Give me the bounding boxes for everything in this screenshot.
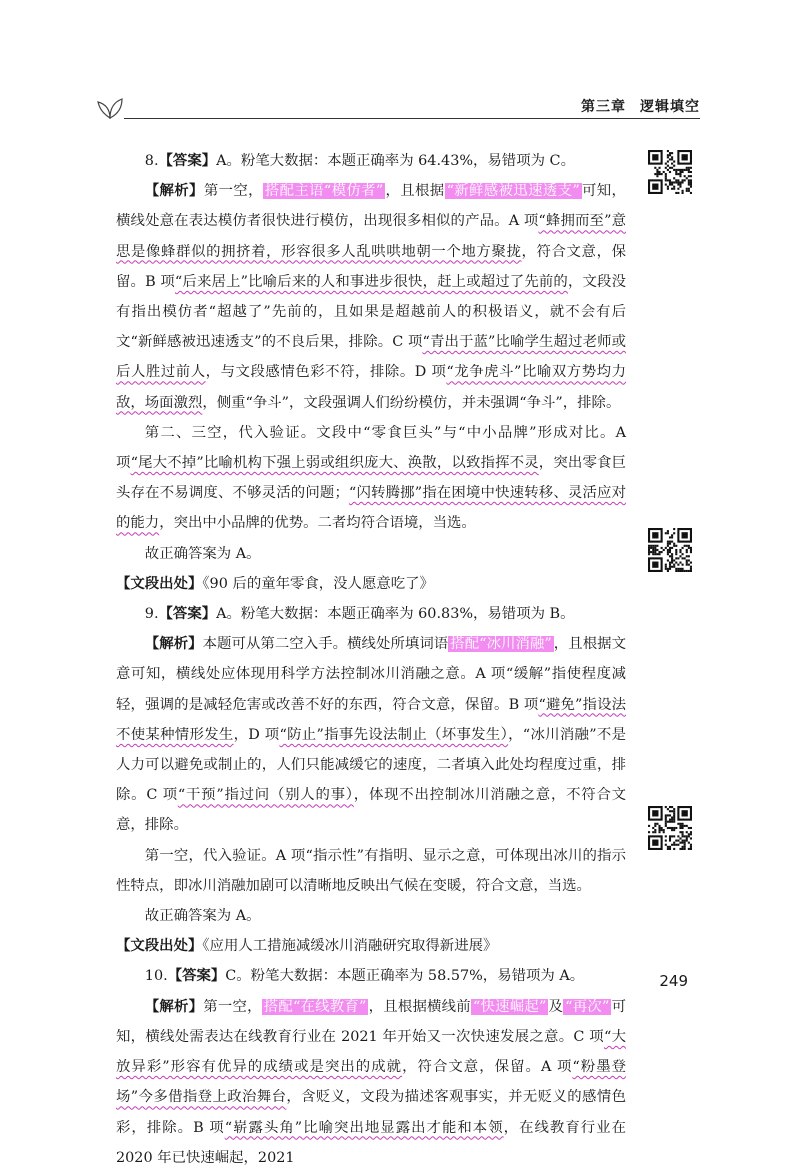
wavy-underline: “干预”指过问（别人的事） [177,787,354,804]
text: ，在线教育行业在 2020 年已快速崛起，2021 [116,1119,626,1166]
source-tag: 【文段出处】 [116,937,203,955]
header-rule [124,118,700,119]
qr-code-icon[interactable] [648,806,692,850]
qr-code-icon[interactable] [648,528,692,572]
analysis-tag: 【解析】 [144,182,204,200]
analysis-tag: 【解析】 [144,997,204,1015]
wavy-underline: “后来居上”比喻后来的人和事进步很快，赶上或超过了先前的 [174,273,568,290]
text: ，突出零食巨头存在不易调度、不够灵活的问题； [116,455,626,502]
answer-text: A。粉笔大数据：本题正确率为 64.43%，易错项为 C。 [216,153,575,169]
wavy-underline: “闪转腾挪”指在困境中快速转移、灵活应对的能力 [116,485,626,532]
answer-tag: 【答案】 [158,152,217,169]
q8-answer [116,146,626,176]
wavy-underline: “防止”指事先设法制止（坏事发生） [279,726,509,743]
highlight: “快速崛起” [472,998,547,1015]
answer-text: A。粉笔大数据：本题正确率为 60.83%，易错项为 B。 [216,606,575,623]
highlight: 搭配“在线教育” [263,998,367,1015]
text: ，D 项 [233,726,280,743]
source-text: 《应用人工措施减缓冰川消融研究取得新进展》 [202,938,498,955]
chapter-number: 第三章 [581,99,626,115]
chapter-heading [573,96,700,116]
text: ，符合文意，保留。A 项 [402,1059,573,1076]
question-number: 10. [144,968,168,985]
text: ，且根据文意可知，横线处应体现用科学方法控制冰川消融之意。A 项“缓解”指使程度减轻，强调的是减轻危害或改善不好的东西，符合文意，保留。B 项 [116,636,626,713]
text: 及 [548,998,564,1015]
q9-analysis [116,629,626,840]
text: 第一空， [203,998,262,1015]
text: ，且根据 [385,183,445,200]
leaf-icon [96,96,126,120]
wavy-underline: “大放异彩”形容有优异的成绩或是突出的成就 [116,1028,627,1076]
page-number: 249 [659,972,688,990]
wavy-underline: “粉墨登场”今多借指登上政治舞台 [116,1059,627,1106]
q9-source [116,931,626,961]
wavy-underline: “龙争虎斗”比喻双方势均力敌，场面激烈 [116,364,626,411]
wavy-underline: “蜂拥而至”意思是像蜂群似的拥挤着，形容很多人乱哄哄地朝一个地方聚拢 [116,213,626,260]
text: ，文段没有指出模仿者“超越了”先前的，且如果是超越前人的积极语义，就不会有后文“新鲜感被迅速透支”的不良后果，排除。C 项 [116,273,626,351]
q9-conclusion: 故正确答案为 A。 [144,908,261,925]
q9-answer [116,599,626,629]
text: ，与文段感情色彩不符，排除。D 项 [205,364,447,381]
text: ，体现不出控制冰川消融之意，不符合文意，排除。 [116,787,627,834]
answer-tag: 【答案】 [158,605,217,623]
page-header [96,96,700,126]
wavy-underline: “避免”指设法不使某种情形发生 [116,696,627,743]
answer-tag: 【答案】 [167,967,226,985]
source-tag: 【文段出处】 [116,574,203,592]
q8-conclusion: 故正确答案为 A。 [144,545,261,562]
q8-source [116,569,626,599]
q10-analysis [116,992,626,1173]
wavy-underline: “青出于蓝”比喻学生超过老师或后人胜过前人 [116,334,626,381]
q10-answer [116,961,626,991]
text: ，侧重“争斗”，文段强调人们纷纷模仿，并未强调“争斗”，排除。 [202,394,621,411]
text: ，突出中小品牌的优势。二者均符合语境，当选。 [159,515,476,532]
highlight: “再次” [565,998,610,1015]
q8-analysis-2 [116,418,626,539]
wavy-underline: “崭露头角”比喻突出地显露出才能和本领 [224,1119,504,1136]
qr-code-icon[interactable] [648,150,692,194]
text: 第二、三空，代入验证。文段中“零食巨头”与“中小品牌”形成对比。A 项 [116,424,626,472]
chapter-title: 逻辑填空 [640,99,700,115]
source-text: 《90 后的童年零食，没人愿意吃了》 [202,575,434,592]
text: ，含贬义，文段为描述客观事实，并无贬义的感情色彩，排除。B 项 [116,1089,626,1136]
highlight: “新鲜感被迅速透支” [446,183,580,200]
analysis-tag: 【解析】 [144,635,203,653]
highlight: 搭配“冰川消融” [450,636,552,653]
wavy-underline: “尾大不掉”比喻机构下强上弱或组织庞大、涣散，以致指挥不灵 [130,455,539,472]
text: ，“冰川消融”不是人力可以避免或制止的，人们只能减缓它的速度，二者填入此处均程度过重，排除。C 项 [116,726,626,804]
text: 本题可从第二空入手。横线处所填词语 [202,636,449,653]
highlight: 搭配主语“模仿者” [264,183,384,200]
answer-text: C。粉笔大数据：本题正确率为 58.57%，易错项为 A。 [225,968,585,985]
text: 可知，横线处意在表达模仿者很快进行模仿，出现很多相似的产品。A 项 [116,183,626,230]
question-number: 8. [144,153,159,169]
text: 可知，横线处需表达在线教育行业在 2021 年开始又一次快速发展之意。C 项 [116,998,626,1045]
answer-explanations [116,146,626,1173]
q8-analysis [116,176,626,418]
text: ，符合文意，保留。B 项 [116,243,626,290]
question-number: 9. [144,606,159,623]
q9-analysis-2: 第一空，代入验证。A 项“指示性”有指明、显示之意，可体现出冰川的指示性特点，即冰川消融加剧可以清晰地反映出气候在变暖，符合文意，当选。 [116,847,626,894]
text: ，且根据横线前 [368,998,471,1015]
text: 第一空， [203,183,263,200]
